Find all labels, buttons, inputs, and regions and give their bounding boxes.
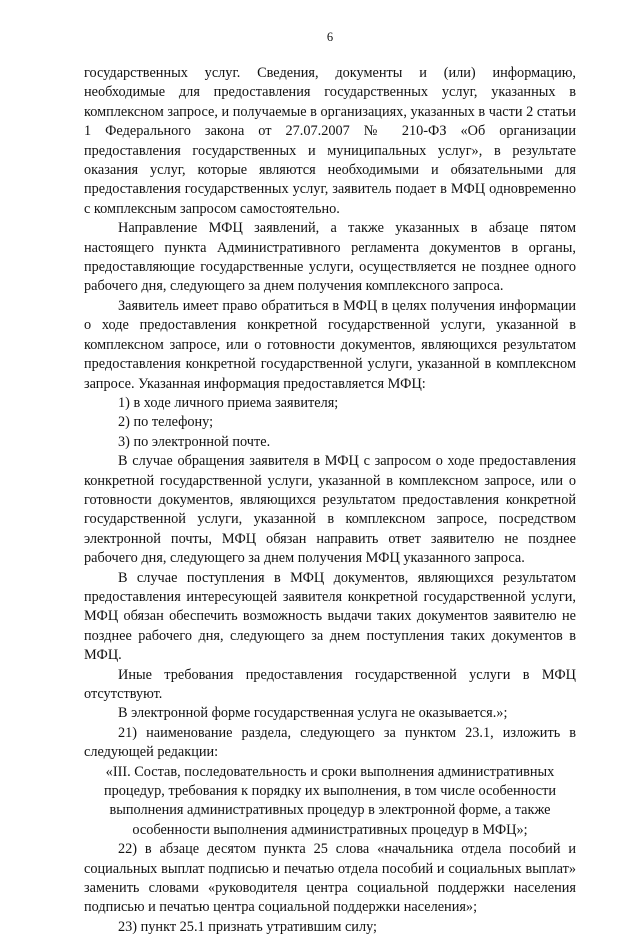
list-item: 1) в ходе личного приема заявителя; bbox=[118, 394, 339, 411]
page-number: 6 bbox=[326, 30, 334, 44]
paragraph: 21) наименование раздела, следующего за пунктом 23.1, изложить в следующей редакции: bbox=[84, 724, 576, 761]
paragraph: Заявитель имеет право обратиться в МФЦ в целях получения информации о ходе предоставления конкретной государственной услуги, указанной в комплексном запросе, или о готовности документов, являющихся результатом предоставления конкретной государственной услуги, указанной в комплексном запросе. Указанная информация предоставляется МФЦ: bbox=[84, 297, 576, 392]
section-heading: «III. Состав, последовательность и сроки выполнения административных процедур, требования к порядку их выполнения, в том числе особенности выполнения административных процедур в электронной форме, а также особенности выполнения административных процедур в МФЦ»; bbox=[103, 763, 557, 838]
paragraph: 22) в абзаце десятом пункта 25 слова «начальника отдела пособий и социальных выплат подписью и печатью отдела пособий и социальных выплат» заменить словами «руководителя центра социальной поддержки населения подписью и печатью центра социальной поддержки населения»; bbox=[84, 841, 576, 916]
list-item: 2) по телефону; bbox=[118, 414, 214, 431]
paragraph: Иные требования предоставления государственной услуги в МФЦ отсутствуют. bbox=[84, 666, 576, 702]
list-item: 3) по электронной почте. bbox=[118, 433, 271, 450]
paragraph: В случае поступления в МФЦ документов, являющихся результатом предоставления интересующей заявителя конкретной государственной услуги, МФЦ обязан обеспечить возможность выдачи таких документов заявителю не позднее рабочего дня, следующего за днем поступления таких документов в МФЦ. bbox=[84, 569, 576, 664]
document-body bbox=[84, 64, 576, 937]
paragraph: государственных услуг. Сведения, документы и (или) информацию, необходимые для предоставления государственных услуг, указанных в комплексном запросе, и получаемые в организациях, указанных в части 2 статьи 1 Федерального закона от 27.07.2007 № 210-ФЗ «Об организации предоставления государственных и муниципальных услуг», в результате оказания услуг, которые являются необходимыми и обязательными для предоставления государственных услуг, заявитель подает в МФЦ одновременно с комплексным запросом самостоятельно. bbox=[84, 65, 576, 217]
paragraph: В случае обращения заявителя в МФЦ с запросом о ходе предоставления конкретной государственной услуги, указанной в комплексном запросе, или о готовности документов, являющихся результатом предоставления конкретной государственной услуги, указанной в комплексном запросе, посредством электронной почты, МФЦ обязан направить ответ заявителю не позднее рабочего дня, следующего за днем получения МФЦ указанного запроса. bbox=[84, 453, 576, 567]
paragraph: В электронной форме государственная услуга не оказывается.»; bbox=[118, 705, 508, 722]
paragraph: Направление МФЦ заявлений, а также указанных в абзаце пятом настоящего пункта Административного регламента документов в органы, предоставляющие государственные услуги, осуществляется не позднее одного рабочего дня, следующего за днем получения комплексного запроса. bbox=[84, 220, 576, 295]
paragraph: 23) пункт 25.1 признать утратившим силу; bbox=[118, 918, 378, 935]
